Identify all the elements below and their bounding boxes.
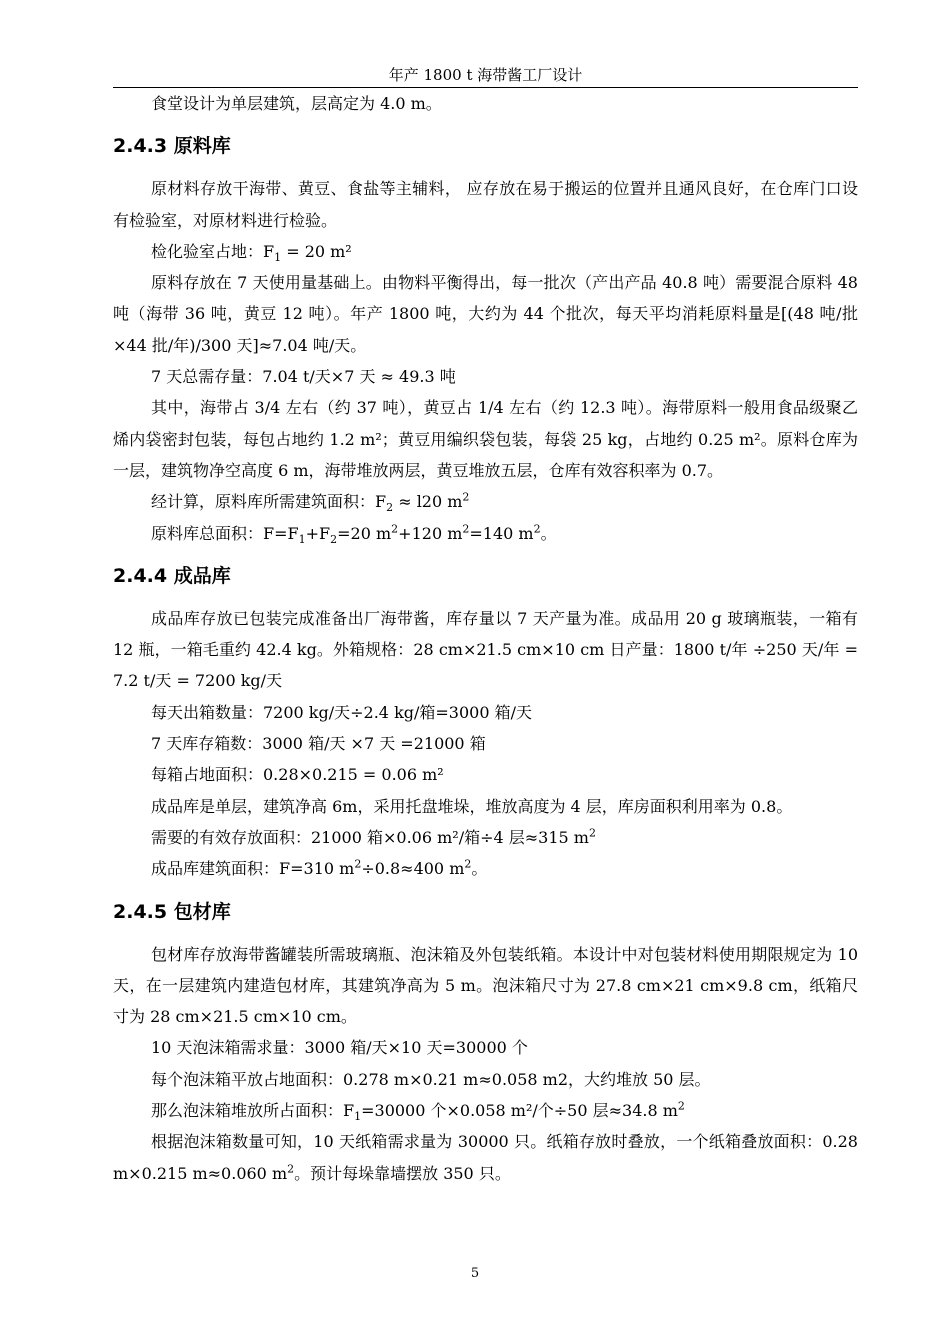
paragraph-raw-total-area: 原料库总面积：$F=F_1+F_2=20$ $m^2+120$ $m^2=140$ $m^2$。 xyxy=(151,522,557,546)
paragraph-finished-area: 成品库建筑面积：F=310 $m^2\div 0.8\approx 400$ $m^2$。 xyxy=(151,857,488,879)
heading-2-4-3: 2.4.3 原料库 xyxy=(113,135,231,158)
paragraph-daily-boxes: 每天出箱数量：7200 kg/天÷2.4 kg/箱=3000 箱/天 xyxy=(151,702,533,722)
paragraph-carton-demand: 根据泡沫箱数量可知，10 天纸箱需求量为 30000 只。纸箱存放时叠放，一个纸箱叠放面积：0.28 m×0.215 m≈0.060 $m^2$。预计每垛靠墙摆放 350 只。 xyxy=(113,1132,858,1183)
paragraph-lab-area: 检化验室占地：$F_1 = 20$ m² xyxy=(151,241,352,265)
heading-2-4-4: 2.4.4 成品库 xyxy=(113,564,231,587)
paragraph-box-area: 每箱占地面积：0.28×0.215 = 0.06 m² xyxy=(151,765,444,785)
paragraph-raw-consumption: 原料存放在 7 天使用量基础上。由物料平衡得出，每一批次（产出产品 40.8 吨）需要混合原料 48 吨（海带 36 吨，黄豆 12 吨）。年产 1800 吨，大约为 44 个批次，每天平均消耗原料量是[(48 吨/批×44 批/年)/300 天]≈7.04 吨/天。 xyxy=(113,273,858,355)
paragraph-raw-storage: 原材料存放干海带、黄豆、食盐等主辅料， 应存放在易于搬运的位置并且通风良好，在仓库门口设有检验室，对原材料进行检验。 xyxy=(113,179,858,230)
running-header: 年产 1800 t 海带酱工厂设计 xyxy=(388,66,583,84)
paragraph-7day-stock: 7 天总需存量：7.04 t/天×7 天 ≈ 49.3 吨 xyxy=(151,367,456,387)
paragraph-7day-boxes: 7 天库存箱数：3000 箱/天 ×7 天 =21000 箱 xyxy=(151,734,486,754)
paragraph-raw-packaging: 其中，海带占 3/4 左右（约 37 吨），黄豆占 1/4 左右（约 12.3 吨）。海带原料一般用食品级聚乙烯内袋密封包装，每包占地约 1.2 m²；黄豆用编织袋包装，每袋 25 kg，占地约 0.25 m²。原料仓库为一层，建筑物净空高度 6 m，海带堆放两层，黄豆堆放五层，仓库有效容积率为 0.7。 xyxy=(113,398,858,480)
paragraph-foam-demand: 10 天泡沫箱需求量：3000 箱/天×10 天=30000 个 xyxy=(151,1038,528,1058)
heading-2-4-5: 2.4.5 包材库 xyxy=(113,900,231,923)
paragraph-finished-building: 成品库是单层，建筑净高 6m，采用托盘堆垛，堆放高度为 4 层，库房面积利用率为 0.8。 xyxy=(151,796,793,816)
paragraph-foam-area-each: 每个泡沫箱平放占地面积：0.278 m×0.21 m≈0.058 m2，大约堆放 50 层。 xyxy=(151,1069,711,1089)
document-body xyxy=(113,88,858,1189)
paragraph-effective-area: 需要的有效存放面积：21000 箱×0.06 m²/箱÷4 层≈315 $m^2$ xyxy=(151,826,596,847)
paragraph-foam-area-total: 那么泡沫箱堆放所占面积：$F_1=30000$ 个×0.058 m²/个÷50 层≈34.8 $m^2$ xyxy=(151,1099,685,1124)
paragraph-finished-storage: 成品库存放已包装完成准备出厂海带酱，库存量以 7 天产量为准。成品用 20 g 玻璃瓶装，一箱有 12 瓶，一箱毛重约 42.4 kg。外箱规格：28 cm×21.5 cm×10 cm 日产量：1800 t/年 ÷250 天/年 = 7.2 t/天 = 7200 kg/天 xyxy=(113,608,858,691)
paragraph-raw-area: 经计算，原料库所需建筑面积：$F_2 \approx l20$ $m^2$ xyxy=(151,490,470,515)
paragraph-canteen: 食堂设计为单层建筑，层高定为 4.0 m。 xyxy=(151,94,442,113)
page-number: 5 xyxy=(470,1266,480,1281)
paragraph-packaging-storage: 包材库存放海带酱罐装所需玻璃瓶、泡沫箱及外包装纸箱。本设计中对包装材料使用期限规定为 10 天，在一层建筑内建造包材库，其建筑净高为 5 m。泡沫箱尺寸为 27.8 cm×21 cm×9.8 cm，纸箱尺寸为 28 cm×21.5 cm×10 cm。 xyxy=(113,944,858,1027)
